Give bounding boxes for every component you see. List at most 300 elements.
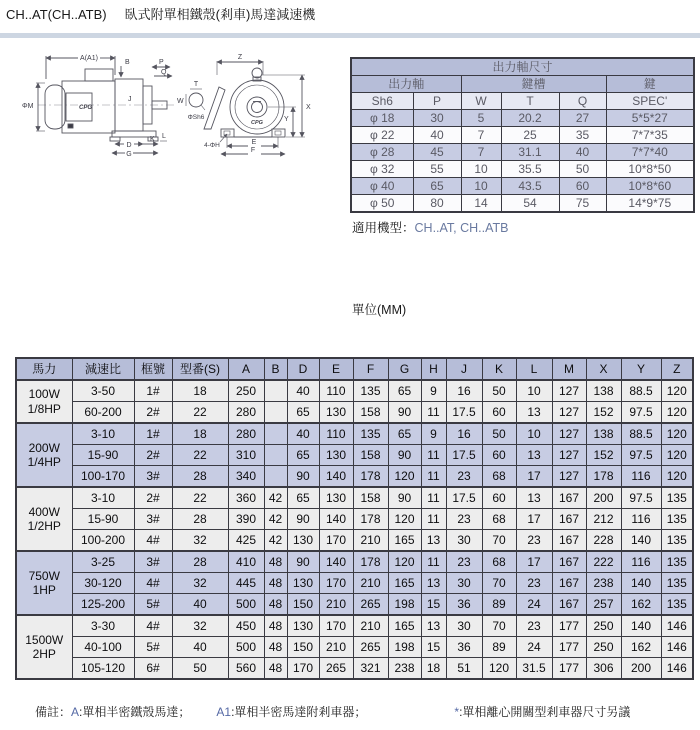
cell: 40 — [559, 144, 606, 161]
column-header: A — [228, 358, 264, 380]
cell: 228 — [586, 530, 621, 552]
cell: 165 — [388, 615, 421, 637]
table-row — [16, 402, 693, 424]
cell: 445 — [228, 573, 264, 594]
cell: 30 — [446, 615, 482, 637]
cell: 40 — [287, 423, 319, 445]
cell: 250 — [586, 615, 621, 637]
cell: 17.5 — [446, 445, 482, 466]
cell: 50 — [482, 423, 516, 445]
cell: 167 — [552, 487, 586, 509]
dim-label-z: Z — [237, 54, 243, 61]
cell: 32 — [172, 615, 228, 637]
cell: 10*8*50 — [606, 161, 694, 178]
cell: 7 — [461, 144, 501, 161]
cell: 321 — [353, 658, 388, 680]
cell: 48 — [264, 637, 287, 658]
cell: 10 — [461, 161, 501, 178]
table-row — [16, 423, 693, 445]
cell: 3# — [134, 466, 172, 488]
cell: 16 — [446, 380, 482, 402]
power-watts: 1500W — [25, 632, 64, 647]
cell: 35 — [559, 127, 606, 144]
cell: 48 — [264, 658, 287, 680]
cell: 158 — [353, 487, 388, 509]
table-row — [16, 615, 693, 637]
cell: 40 — [172, 594, 228, 616]
cell: 65 — [413, 178, 461, 195]
cell: 120 — [661, 423, 693, 445]
cell: 120 — [661, 380, 693, 402]
table-row — [351, 178, 694, 195]
cell: 3-10 — [72, 487, 134, 509]
cell: 90 — [287, 466, 319, 488]
cell: 70 — [482, 573, 516, 594]
cell: 1# — [134, 380, 172, 402]
cell: 5 — [461, 110, 501, 127]
cell: 170 — [319, 615, 353, 637]
footnote-key: A — [71, 705, 80, 719]
table-row — [16, 487, 693, 509]
cell: 127 — [552, 380, 586, 402]
dim-label-a: A(A1) — [80, 55, 98, 62]
cell: 167 — [552, 594, 586, 616]
cell: 6# — [134, 658, 172, 680]
cell: 130 — [287, 530, 319, 552]
cell: 265 — [319, 658, 353, 680]
cell: 15 — [421, 594, 446, 616]
cell: 152 — [586, 445, 621, 466]
column-header: T — [501, 93, 559, 110]
cell: 40 — [287, 380, 319, 402]
cell: 40 — [172, 637, 228, 658]
cell: 50 — [482, 380, 516, 402]
cell: 48 — [264, 573, 287, 594]
table-row — [351, 161, 694, 178]
column-header: 型番(S) — [172, 358, 228, 380]
cell: 5# — [134, 637, 172, 658]
cell: 14 — [461, 195, 501, 213]
cell: 135 — [661, 509, 693, 530]
cell — [264, 466, 287, 488]
table-row — [16, 466, 693, 488]
column-header: H — [421, 358, 446, 380]
cell: 54 — [501, 195, 559, 213]
cell: 127 — [552, 466, 586, 488]
table-row — [16, 530, 693, 552]
dim-label-b: B — [125, 59, 130, 66]
cell: 130 — [287, 573, 319, 594]
column-header: W — [461, 93, 501, 110]
cell: 65 — [287, 445, 319, 466]
table-row — [351, 195, 694, 213]
cell: 28 — [172, 551, 228, 573]
cell: 60 — [559, 178, 606, 195]
motor-drawing-svg — [0, 45, 350, 230]
cell: 48 — [264, 594, 287, 616]
power-hp: 1HP — [32, 583, 56, 597]
cell: 130 — [287, 615, 319, 637]
cell: 7 — [461, 127, 501, 144]
cell: 68 — [482, 509, 516, 530]
cell: 30 — [446, 573, 482, 594]
dim-label-phi-sh6: ΦSh6 — [187, 114, 205, 121]
cell: 198 — [388, 637, 421, 658]
power-group-cell — [16, 487, 72, 551]
cell: 130 — [319, 487, 353, 509]
cell: 90 — [388, 487, 421, 509]
power-hp: 2HP — [32, 647, 56, 661]
cell: 13 — [516, 445, 552, 466]
cell: 14*9*75 — [606, 195, 694, 213]
cell: 265 — [353, 637, 388, 658]
cell: 146 — [661, 658, 693, 680]
cell: 120 — [388, 466, 421, 488]
cell: 178 — [353, 509, 388, 530]
cell: 3# — [134, 551, 172, 573]
cell: 42 — [264, 530, 287, 552]
cell: φ 50 — [351, 195, 413, 213]
column-header: 框號 — [134, 358, 172, 380]
footnote-key: A1 — [216, 705, 232, 719]
table-row — [351, 110, 694, 127]
cell: 127 — [552, 423, 586, 445]
column-header: P — [413, 93, 461, 110]
power-group-cell — [16, 380, 72, 423]
cell: 13 — [421, 530, 446, 552]
cell: 177 — [552, 658, 586, 680]
column-header: Z — [661, 358, 693, 380]
output-shaft-table — [350, 57, 695, 213]
cell: 97.5 — [621, 445, 661, 466]
cell: 138 — [586, 380, 621, 402]
cell — [264, 445, 287, 466]
column-header: G — [388, 358, 421, 380]
cell: 50 — [559, 161, 606, 178]
cell: 88.5 — [621, 423, 661, 445]
column-header: X — [586, 358, 621, 380]
cell: 500 — [228, 637, 264, 658]
cell: 23 — [446, 551, 482, 573]
cell: φ 28 — [351, 144, 413, 161]
cell: 250 — [586, 637, 621, 658]
cell: 105-120 — [72, 658, 134, 680]
group-header: 鍵 — [606, 76, 694, 93]
power-group-cell — [16, 615, 72, 679]
cell: 90 — [287, 551, 319, 573]
table-row — [351, 144, 694, 161]
table-row — [16, 594, 693, 616]
column-header: F — [353, 358, 388, 380]
cell: 42 — [264, 509, 287, 530]
table-row — [16, 637, 693, 658]
cell: 23 — [446, 466, 482, 488]
cell: 130 — [319, 402, 353, 424]
dim-label-l: L — [162, 133, 166, 140]
table-row — [16, 551, 693, 573]
group-header: 出力軸 — [351, 76, 461, 93]
cell: 50 — [172, 658, 228, 680]
column-header: Sh6 — [351, 93, 413, 110]
cell: 167 — [552, 551, 586, 573]
applicable-models — [352, 218, 509, 236]
column-header: D — [287, 358, 319, 380]
applicable-value: CH..AT, CH..ATB — [414, 221, 509, 235]
column-header: L — [516, 358, 552, 380]
page-title — [6, 4, 315, 23]
cell: 310 — [228, 445, 264, 466]
cell: 450 — [228, 615, 264, 637]
cell: 31.1 — [501, 144, 559, 161]
table-row — [16, 380, 693, 402]
cell — [264, 402, 287, 424]
dim-label-t: T — [193, 81, 199, 88]
cell: 11 — [421, 466, 446, 488]
cell: 425 — [228, 530, 264, 552]
power-watts: 200W — [28, 440, 60, 455]
cell: 135 — [661, 573, 693, 594]
power-watts: 750W — [28, 568, 60, 583]
cell: 127 — [552, 402, 586, 424]
cell: 15-90 — [72, 445, 134, 466]
cell: 31.5 — [516, 658, 552, 680]
dim-label-w: W — [177, 98, 184, 105]
cell: 210 — [353, 573, 388, 594]
footnote-desc: :單相半密馬達附剎車器； — [231, 705, 367, 719]
table-row — [16, 573, 693, 594]
cell: 200 — [586, 487, 621, 509]
cell: 90 — [287, 509, 319, 530]
cell: 100-200 — [72, 530, 134, 552]
cell: 135 — [661, 551, 693, 573]
cell: 360 — [228, 487, 264, 509]
cell: 11 — [421, 487, 446, 509]
dim-label-e: E — [251, 139, 257, 146]
cell: 9 — [421, 423, 446, 445]
cell: 11 — [421, 551, 446, 573]
cell: 2# — [134, 445, 172, 466]
cell: 36 — [446, 637, 482, 658]
cell: 212 — [586, 509, 621, 530]
cell: 18 — [421, 658, 446, 680]
cell: 178 — [586, 466, 621, 488]
cell: 238 — [388, 658, 421, 680]
cell: 80 — [413, 195, 461, 213]
cell: 23 — [516, 615, 552, 637]
cell: 170 — [287, 658, 319, 680]
brand-logo-front: CPG — [251, 120, 263, 126]
table-row — [16, 445, 693, 466]
cell: 60 — [482, 487, 516, 509]
cell — [264, 423, 287, 445]
cell: 15 — [421, 637, 446, 658]
footnote-item — [71, 703, 190, 720]
cell: 116 — [621, 466, 661, 488]
cell: 10 — [516, 423, 552, 445]
cell: 16 — [446, 423, 482, 445]
table-row — [16, 509, 693, 530]
cell: 238 — [586, 573, 621, 594]
cell: 17 — [516, 466, 552, 488]
column-header: J — [446, 358, 482, 380]
dim-label-g: G — [126, 151, 132, 158]
cell: 110 — [319, 380, 353, 402]
cell: 70 — [482, 615, 516, 637]
cell: 390 — [228, 509, 264, 530]
cell: 22 — [172, 402, 228, 424]
cell: 2# — [134, 402, 172, 424]
table-row — [351, 127, 694, 144]
cell: 30 — [446, 530, 482, 552]
cell: 18 — [172, 380, 228, 402]
cell: 200 — [621, 658, 661, 680]
cell: 165 — [388, 573, 421, 594]
cell: 116 — [621, 509, 661, 530]
power-watts: 100W — [28, 387, 60, 402]
cell: 3# — [134, 509, 172, 530]
cell: 28 — [172, 466, 228, 488]
cell: 178 — [353, 551, 388, 573]
power-group-cell — [16, 423, 72, 487]
cell: 222 — [586, 551, 621, 573]
cell: 162 — [621, 637, 661, 658]
cell: 3-30 — [72, 615, 134, 637]
cell: 140 — [319, 509, 353, 530]
cell: 152 — [586, 402, 621, 424]
cell: 140 — [621, 615, 661, 637]
cell: φ 18 — [351, 110, 413, 127]
cell: 17 — [516, 509, 552, 530]
cell: 3-25 — [72, 551, 134, 573]
main-header-row — [16, 358, 693, 380]
column-header: SPEC' — [606, 93, 694, 110]
cell: 100-170 — [72, 466, 134, 488]
cell: 120 — [482, 658, 516, 680]
column-header: Y — [621, 358, 661, 380]
cell: 177 — [552, 615, 586, 637]
cell: 165 — [388, 530, 421, 552]
cell: 55 — [413, 161, 461, 178]
table-row — [16, 658, 693, 680]
cell: φ 40 — [351, 178, 413, 195]
cell: 120 — [661, 402, 693, 424]
cell: 13 — [421, 615, 446, 637]
column-header: K — [482, 358, 516, 380]
cell: 250 — [228, 380, 264, 402]
dim-label-j: J — [128, 96, 132, 103]
cell: 65 — [388, 380, 421, 402]
cell: 89 — [482, 594, 516, 616]
table-title: 出力軸尺寸 — [351, 58, 694, 76]
cell: 210 — [353, 530, 388, 552]
cell: 280 — [228, 402, 264, 424]
cell: 97.5 — [621, 402, 661, 424]
cell: 340 — [228, 466, 264, 488]
cell: 120 — [661, 466, 693, 488]
cell: 28 — [172, 509, 228, 530]
cell: 15-90 — [72, 509, 134, 530]
cell — [264, 380, 287, 402]
cell: 10*8*60 — [606, 178, 694, 195]
cell: 40-100 — [72, 637, 134, 658]
power-group-cell — [16, 551, 72, 615]
cell: 280 — [228, 423, 264, 445]
cell: 5# — [134, 594, 172, 616]
cell: 135 — [353, 380, 388, 402]
cell: 88.5 — [621, 380, 661, 402]
cell: 140 — [319, 551, 353, 573]
cell: 10 — [516, 380, 552, 402]
cell: 24 — [516, 594, 552, 616]
cell: 2# — [134, 487, 172, 509]
cell: 198 — [388, 594, 421, 616]
cell: 135 — [353, 423, 388, 445]
cell: 140 — [621, 573, 661, 594]
cell: 40 — [413, 127, 461, 144]
cell: 68 — [482, 551, 516, 573]
cell: 42 — [264, 487, 287, 509]
cell: 500 — [228, 594, 264, 616]
applicable-label: 適用機型： — [352, 221, 415, 235]
cell: 68 — [482, 466, 516, 488]
cell: 13 — [421, 573, 446, 594]
cell: 23 — [446, 509, 482, 530]
cell: 135 — [661, 594, 693, 616]
cell: 7*7*40 — [606, 144, 694, 161]
cell: 177 — [552, 637, 586, 658]
cell: 116 — [621, 551, 661, 573]
cell: 65 — [287, 487, 319, 509]
footnote-desc: :單相半密鐵殼馬達； — [79, 705, 191, 719]
dim-label-q: Q — [161, 69, 167, 76]
footnote-item — [216, 703, 366, 720]
cell: 210 — [319, 594, 353, 616]
column-header: Q — [559, 93, 606, 110]
unit-note: 單位(MM) — [352, 303, 407, 317]
cell: 25 — [501, 127, 559, 144]
dim-label-p: P — [159, 59, 164, 66]
cell: 158 — [353, 402, 388, 424]
cell: 17 — [516, 551, 552, 573]
column-header: 馬力 — [16, 358, 72, 380]
cell: 70 — [482, 530, 516, 552]
footnote-item — [454, 703, 630, 720]
cell: 90 — [388, 402, 421, 424]
cell: 140 — [319, 466, 353, 488]
cell: 265 — [353, 594, 388, 616]
cell: 150 — [287, 594, 319, 616]
cell: 560 — [228, 658, 264, 680]
cell: 167 — [552, 573, 586, 594]
group-header-row — [351, 76, 694, 93]
cell: 146 — [661, 637, 693, 658]
power-hp: 1/8HP — [27, 401, 61, 416]
cell: 30 — [413, 110, 461, 127]
cell: 23 — [516, 530, 552, 552]
cell: 51 — [446, 658, 482, 680]
cell: 48 — [264, 615, 287, 637]
cell: 257 — [586, 594, 621, 616]
cell: 210 — [319, 637, 353, 658]
cell: 32 — [172, 573, 228, 594]
cell: 45 — [413, 144, 461, 161]
cell: 18 — [172, 423, 228, 445]
shaft-columns-row — [351, 93, 694, 110]
cell: 5*5*27 — [606, 110, 694, 127]
column-header: B — [264, 358, 287, 380]
cell: 35.5 — [501, 161, 559, 178]
cell: 13 — [516, 487, 552, 509]
